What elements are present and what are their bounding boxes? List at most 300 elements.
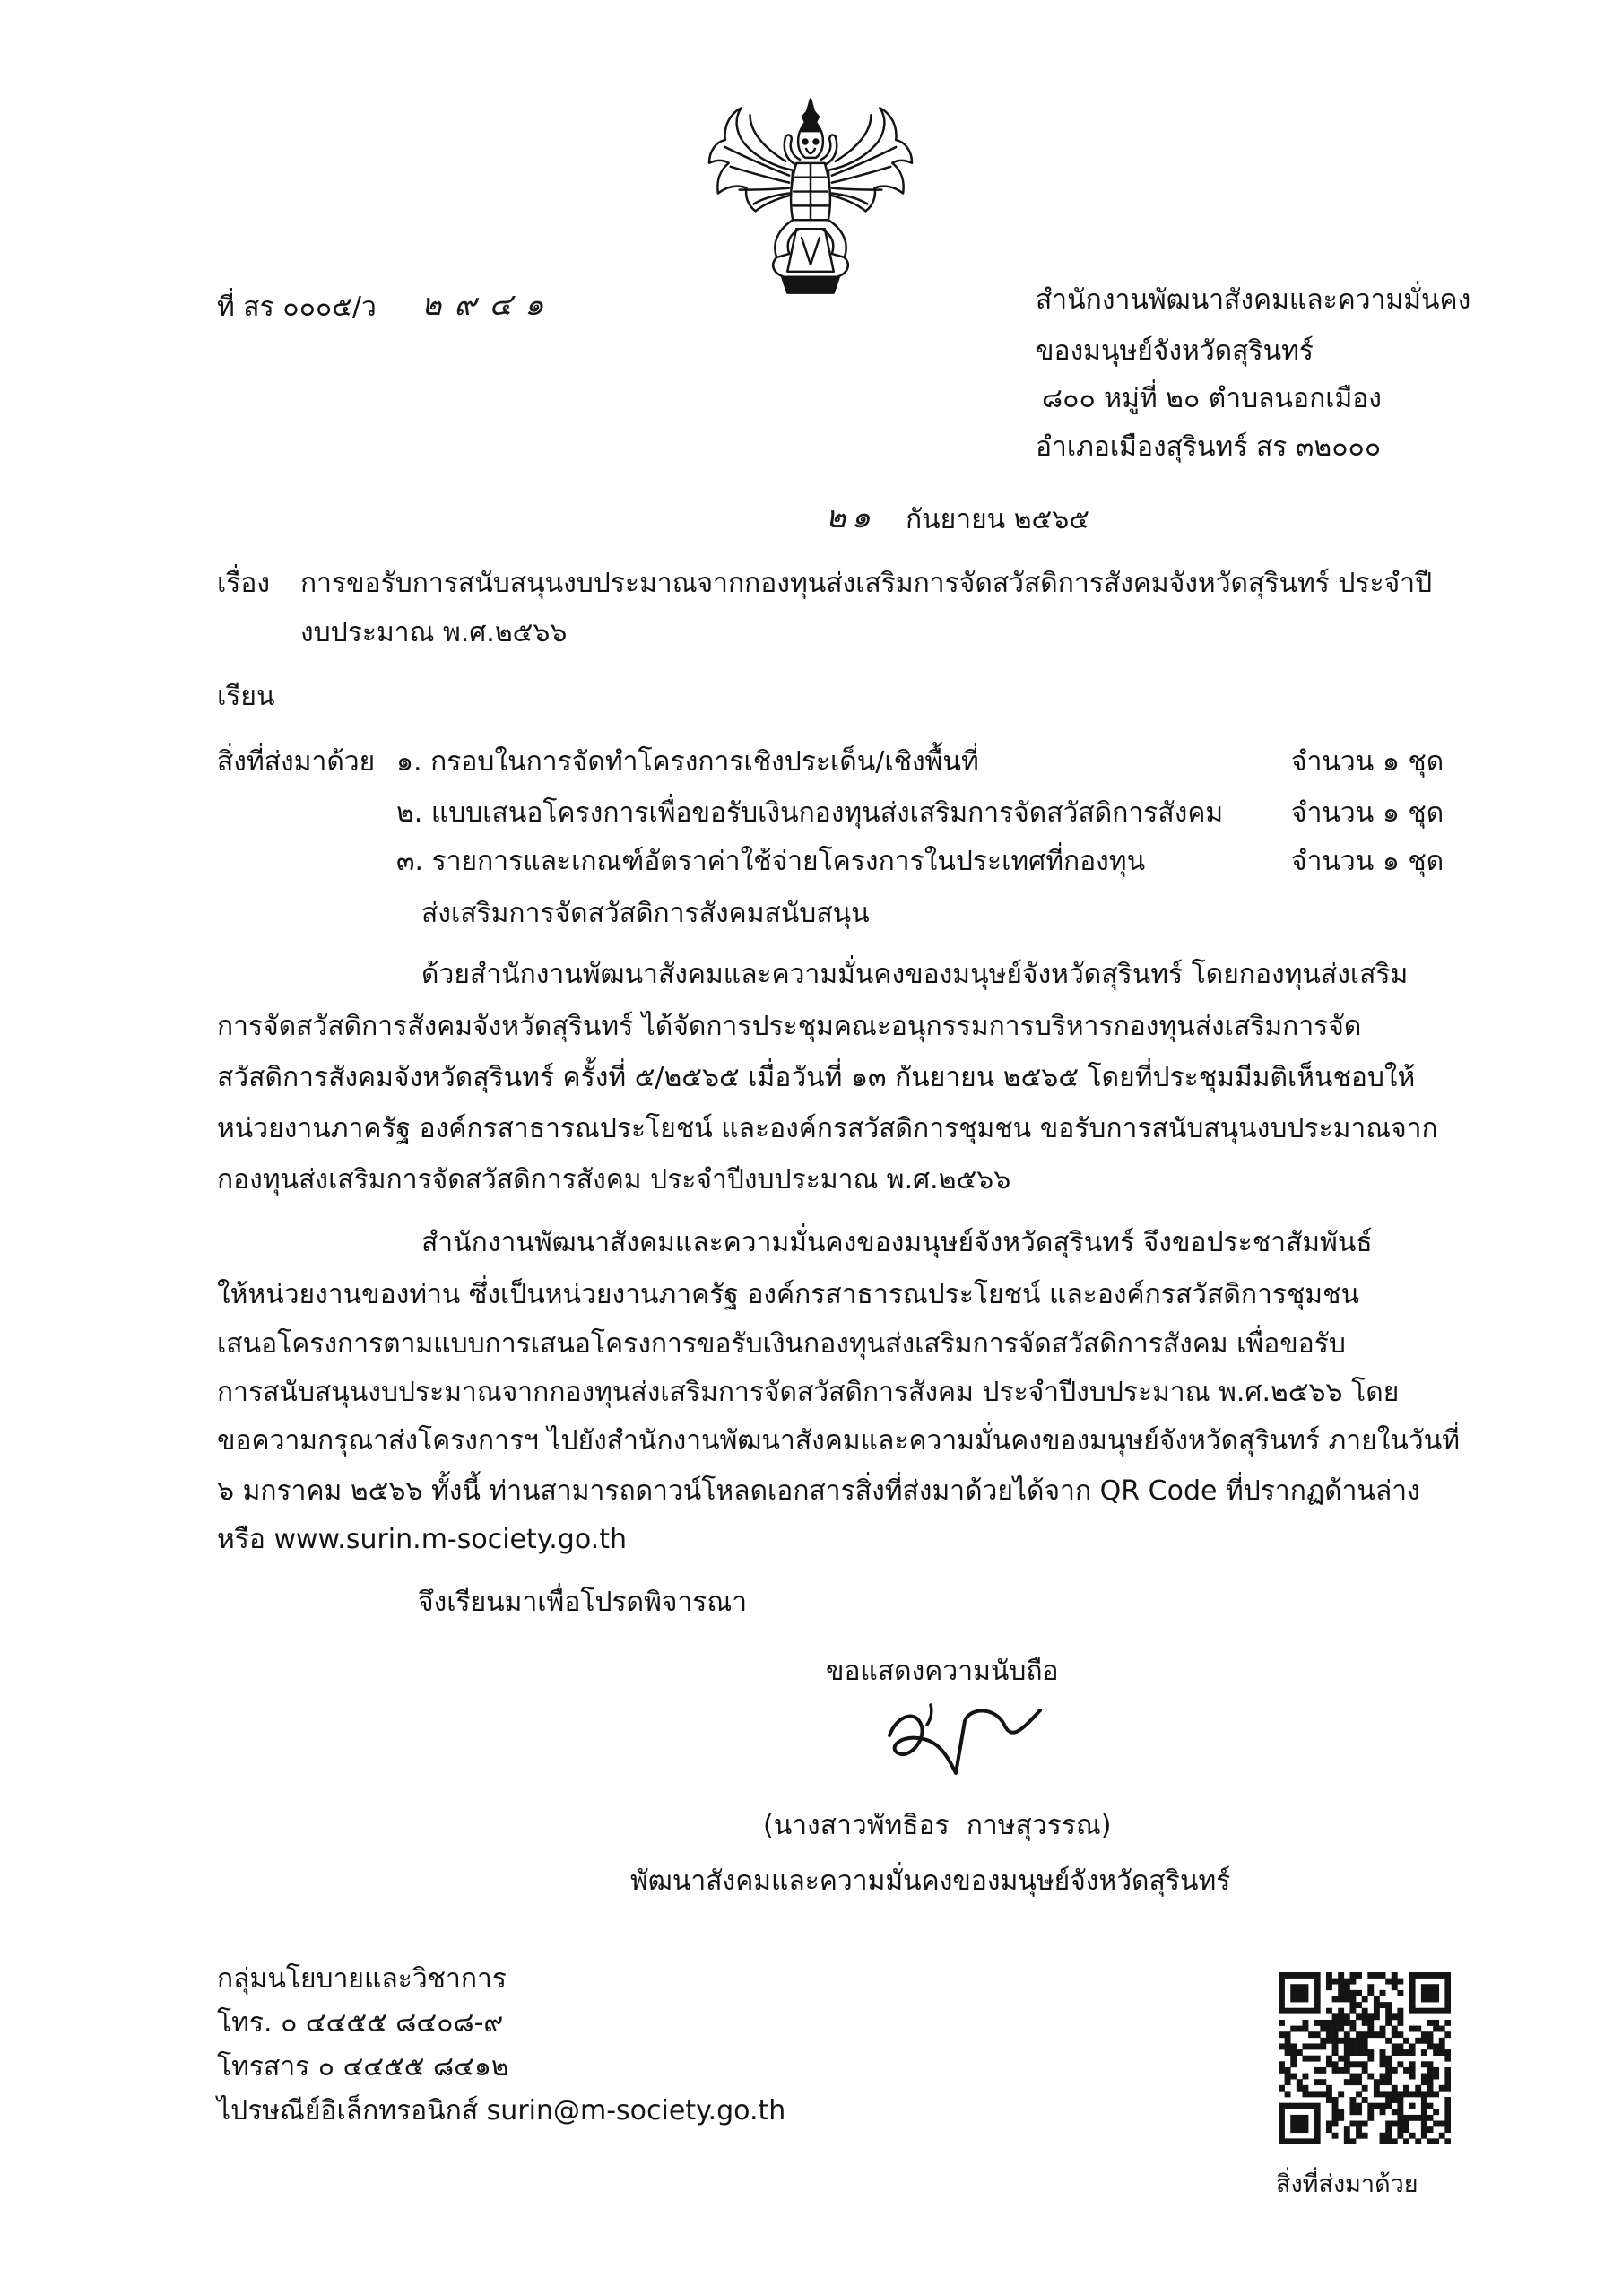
qr-module — [1439, 2085, 1445, 2092]
qr-module — [1427, 2138, 1434, 2144]
qr-module — [1444, 2067, 1451, 2074]
qr-module — [1421, 2115, 1427, 2121]
qr-module — [1433, 2121, 1439, 2127]
qr-module — [1392, 2043, 1398, 2049]
qr-module — [1279, 2020, 1285, 2026]
qr-module — [1367, 2074, 1374, 2080]
qr-module — [1415, 2026, 1421, 2032]
qr-code — [1279, 1972, 1451, 2144]
qr-module — [1397, 2013, 1403, 2020]
qr-module — [1314, 2109, 1321, 2115]
qr-module — [1415, 2115, 1421, 2121]
qr-module — [1362, 2038, 1368, 2044]
qr-module — [1409, 1972, 1416, 1979]
qr-module — [1302, 2020, 1308, 2026]
qr-module — [1326, 2020, 1332, 2026]
qr-module — [1444, 2049, 1451, 2056]
qr-module — [1356, 2109, 1362, 2115]
qr-module — [1285, 2138, 1291, 2144]
qr-module — [1433, 1990, 1439, 1996]
qr-module — [1279, 2103, 1285, 2109]
qr-module — [1320, 2043, 1326, 2049]
qr-module — [1285, 2103, 1291, 2109]
enclosure-text-continued: ส่งเสริมการจัดสวัสดิการสังคมสนับสนุน — [421, 898, 870, 929]
qr-module — [1427, 2061, 1434, 2067]
qr-module — [1374, 1996, 1380, 2002]
qr-module — [1356, 2002, 1362, 2008]
qr-module — [1427, 2079, 1434, 2085]
qr-module — [1285, 2074, 1291, 2080]
qr-module — [1433, 1996, 1439, 2002]
qr-module — [1344, 2133, 1350, 2139]
qr-module — [1332, 2031, 1339, 2038]
qr-module — [1385, 2126, 1392, 2133]
qr-module — [1427, 2085, 1434, 2092]
qr-module — [1349, 2038, 1356, 2044]
qr-module — [1409, 2067, 1416, 2074]
qr-module — [1397, 2091, 1403, 2097]
qr-module — [1332, 2133, 1339, 2139]
qr-module — [1415, 2091, 1421, 2097]
qr-module — [1314, 2020, 1321, 2026]
qr-module — [1392, 2013, 1398, 2020]
qr-module — [1374, 2002, 1380, 2008]
qr-module — [1397, 1990, 1403, 1996]
qr-module — [1297, 2115, 1303, 2121]
qr-module — [1279, 2138, 1285, 2144]
qr-module — [1385, 1979, 1392, 1985]
qr-module — [1332, 2109, 1339, 2115]
qr-module — [1380, 1972, 1386, 1979]
qr-module — [1356, 1972, 1362, 1979]
qr-module — [1320, 2091, 1326, 2097]
qr-module — [1444, 2079, 1451, 2085]
qr-module — [1403, 2049, 1409, 2056]
qr-module — [1427, 2126, 1434, 2133]
qr-module — [1444, 1972, 1451, 1979]
qr-module — [1403, 2115, 1409, 2121]
qr-module — [1326, 2031, 1332, 2038]
qr-module — [1338, 1979, 1344, 1985]
qr-module — [1279, 1984, 1285, 1990]
qr-module — [1409, 1990, 1416, 1996]
qr-module — [1326, 2026, 1332, 2032]
qr-module — [1332, 1979, 1339, 1985]
qr-module — [1385, 2008, 1392, 2014]
paragraph-line: การจัดสวัสดิการสังคมจังหวัดสุรินทร์ ได้จัดการประชุมคณะอนุกรรมการบริหารกองทุนส่งเสริมการจัด — [217, 1011, 1362, 1042]
qr-module — [1397, 2049, 1403, 2056]
regards-line: ขอแสดงความนับถือ — [826, 1656, 1059, 1687]
qr-module — [1409, 2061, 1416, 2067]
qr-module — [1326, 1972, 1332, 1979]
qr-module — [1433, 2074, 1439, 2080]
qr-module — [1314, 2121, 1321, 2127]
qr-module — [1356, 1990, 1362, 1996]
qr-module — [1439, 2008, 1445, 2014]
qr-module — [1344, 2067, 1350, 2074]
qr-module — [1403, 2067, 1409, 2074]
qr-module — [1338, 1972, 1344, 1979]
qr-module — [1415, 2085, 1421, 2092]
qr-module — [1427, 2031, 1434, 2038]
qr-module — [1403, 2121, 1409, 2127]
qr-module — [1427, 2043, 1434, 2049]
qr-module — [1290, 1996, 1297, 2002]
qr-module — [1439, 2121, 1445, 2127]
enclosure-quantity: จำนวน ๑ ชุด — [1291, 797, 1444, 829]
qr-module — [1344, 2043, 1350, 2049]
qr-module — [1314, 1984, 1321, 1990]
enclosure-quantity: จำนวน ๑ ชุด — [1291, 846, 1444, 877]
qr-module — [1344, 1984, 1350, 1990]
qr-module — [1314, 2133, 1321, 2139]
qr-module — [1338, 2056, 1344, 2062]
qr-module — [1338, 1996, 1344, 2002]
qr-module — [1421, 2038, 1427, 2044]
qr-module — [1326, 2085, 1332, 2092]
qr-module — [1338, 2109, 1344, 2115]
qr-module — [1433, 2138, 1439, 2144]
subject-line: การขอรับการสนับสนุนงบประมาณจากกองทุนส่งเสริมการจัดสวัสดิการสังคมจังหวัดสุรินทร์ ประจำปี — [300, 568, 1433, 599]
qr-module — [1344, 2056, 1350, 2062]
qr-module — [1427, 2067, 1434, 2074]
qr-module — [1302, 2126, 1308, 2133]
qr-module — [1409, 1984, 1416, 1990]
qr-module — [1427, 2103, 1434, 2109]
qr-module — [1338, 2020, 1344, 2026]
qr-module — [1444, 2121, 1451, 2127]
qr-module — [1279, 2043, 1285, 2049]
qr-module — [1356, 2049, 1362, 2056]
enclosure-number: ๑. — [396, 746, 422, 778]
qr-module — [1362, 2121, 1368, 2127]
qr-module — [1421, 2049, 1427, 2056]
qr-module — [1326, 2008, 1332, 2014]
qr-module — [1444, 2008, 1451, 2014]
qr-module — [1297, 1972, 1303, 1979]
qr-module — [1362, 2085, 1368, 2092]
paragraph-line: หรือ www.surin.m-society.go.th — [217, 1524, 627, 1555]
qr-module — [1356, 2121, 1362, 2127]
signatory-name: (นางสาวพัทธิอร กาษสุวรรณ) — [763, 1810, 1112, 1841]
qr-module — [1380, 2056, 1386, 2062]
qr-module — [1356, 2091, 1362, 2097]
signature — [877, 1700, 1047, 1785]
qr-module — [1397, 2043, 1403, 2049]
qr-module — [1338, 2026, 1344, 2032]
qr-module — [1297, 2121, 1303, 2127]
qr-module — [1349, 2138, 1356, 2144]
qr-module — [1297, 1996, 1303, 2002]
qr-module — [1344, 1979, 1350, 1985]
qr-module — [1285, 2038, 1291, 2044]
qr-module — [1385, 2038, 1392, 2044]
qr-module — [1302, 1996, 1308, 2002]
qr-module — [1302, 2085, 1308, 2092]
qr-module — [1367, 2056, 1374, 2062]
qr-module — [1338, 2091, 1344, 2097]
qr-module — [1380, 2091, 1386, 2097]
qr-module — [1385, 2067, 1392, 2074]
qr-module — [1285, 1972, 1291, 1979]
qr-module — [1421, 2121, 1427, 2127]
qr-module — [1356, 2031, 1362, 2038]
qr-module — [1308, 2091, 1314, 2097]
qr-module — [1326, 2091, 1332, 2097]
date-month-year: กันยายน ๒๕๖๕ — [906, 504, 1089, 535]
qr-module — [1279, 1990, 1285, 1996]
qr-module — [1290, 2126, 1297, 2133]
qr-module — [1326, 1979, 1332, 1985]
qr-module — [1380, 2002, 1386, 2008]
qr-module — [1367, 1972, 1374, 1979]
qr-module — [1392, 2026, 1398, 2032]
qr-module — [1297, 2103, 1303, 2109]
qr-module — [1421, 2103, 1427, 2109]
qr-module — [1308, 2008, 1314, 2014]
qr-module — [1444, 1984, 1451, 1990]
qr-module — [1392, 2085, 1398, 2092]
qr-module — [1356, 2013, 1362, 2020]
sender-address-line: อำเภอเมืองสุรินทร์ สร ๓๒๐๐๐ — [1036, 431, 1382, 463]
qr-module — [1362, 2067, 1368, 2074]
qr-module — [1444, 1979, 1451, 1985]
qr-module — [1392, 2049, 1398, 2056]
qr-module — [1332, 2043, 1339, 2049]
qr-module — [1444, 2097, 1451, 2103]
qr-module — [1349, 2121, 1356, 2127]
qr-module — [1279, 2109, 1285, 2115]
qr-module — [1385, 2056, 1392, 2062]
qr-module — [1349, 2002, 1356, 2008]
qr-module — [1374, 2013, 1380, 2020]
qr-module — [1290, 2121, 1297, 2127]
qr-module — [1338, 1990, 1344, 1996]
qr-module — [1356, 2103, 1362, 2109]
qr-module — [1314, 2002, 1321, 2008]
qr-module — [1427, 1972, 1434, 1979]
qr-module — [1285, 2091, 1291, 2097]
qr-module — [1344, 1990, 1350, 1996]
qr-module — [1314, 2103, 1321, 2109]
qr-module — [1415, 2008, 1421, 2014]
qr-module — [1297, 1984, 1303, 1990]
qr-module — [1409, 1996, 1416, 2002]
qr-module — [1385, 2121, 1392, 2127]
contact-fax: โทรสาร ๐ ๔๔๕๕ ๘๔๑๒ — [217, 2051, 509, 2083]
reference-number-handwritten: ๒๙๔๑ — [421, 287, 557, 323]
date-day-handwritten: ๒๑ — [826, 500, 876, 535]
qr-module — [1421, 2109, 1427, 2115]
qr-module — [1362, 2049, 1368, 2056]
qr-module — [1349, 2043, 1356, 2049]
qr-module — [1302, 2008, 1308, 2014]
enclosure-quantity: จำนวน ๑ ชุด — [1291, 746, 1444, 778]
qr-module — [1439, 2026, 1445, 2032]
enclosure-text: กรอบในการจัดทำโครงการเชิงประเด็น/เชิงพื้นที่ — [430, 746, 979, 778]
contact-email: ไปรษณีย์อิเล็กทรอนิกส์ surin@m-society.go.th — [217, 2095, 786, 2126]
qr-module — [1380, 2074, 1386, 2080]
qr-module — [1297, 2126, 1303, 2133]
qr-module — [1421, 1984, 1427, 1990]
qr-module — [1349, 2049, 1356, 2056]
qr-module — [1349, 2097, 1356, 2103]
qr-module — [1302, 2043, 1308, 2049]
qr-module — [1444, 2138, 1451, 2144]
qr-module — [1349, 1979, 1356, 1985]
qr-module — [1444, 2031, 1451, 2038]
qr-module — [1290, 2061, 1297, 2067]
qr-module — [1427, 2038, 1434, 2044]
qr-module — [1338, 1984, 1344, 1990]
qr-module — [1332, 2097, 1339, 2103]
qr-module — [1374, 2079, 1380, 2085]
qr-module — [1285, 2049, 1291, 2056]
qr-module — [1380, 2079, 1386, 2085]
qr-module — [1290, 2074, 1297, 2080]
qr-module — [1409, 2091, 1416, 2097]
qr-module — [1367, 2109, 1374, 2115]
qr-module — [1314, 2043, 1321, 2049]
qr-module — [1380, 2133, 1386, 2139]
qr-module — [1392, 1972, 1398, 1979]
qr-module — [1367, 1990, 1374, 1996]
qr-module — [1279, 2002, 1285, 2008]
qr-module — [1392, 2031, 1398, 2038]
qr-module — [1427, 1984, 1434, 1990]
qr-module — [1415, 2038, 1421, 2044]
qr-module — [1356, 2061, 1362, 2067]
qr-module — [1279, 2121, 1285, 2127]
qr-module — [1380, 2049, 1386, 2056]
qr-module — [1433, 2049, 1439, 2056]
qr-module — [1326, 2097, 1332, 2103]
qr-module — [1433, 2067, 1439, 2074]
qr-module — [1439, 2133, 1445, 2139]
subject-label: เรื่อง — [217, 568, 271, 599]
qr-module — [1367, 2026, 1374, 2032]
qr-module — [1392, 2138, 1398, 2144]
paragraph-line: การสนับสนุนงบประมาณจากกองทุนส่งเสริมการจัดสวัสดิการสังคม ประจำปีงบประมาณ พ.ศ.๒๕๖๖ โดย — [217, 1377, 1400, 1408]
qr-module — [1349, 2008, 1356, 2014]
sender-address-line: ๘๐๐ หมู่ที่ ๒๐ ตำบลนอกเมือง — [1042, 383, 1382, 414]
qr-module — [1374, 2031, 1380, 2038]
salutation: เรียน — [217, 681, 275, 712]
qr-module — [1385, 2138, 1392, 2144]
qr-module — [1385, 2097, 1392, 2103]
qr-module — [1362, 1996, 1368, 2002]
qr-module — [1285, 2031, 1291, 2038]
qr-module — [1367, 1984, 1374, 1990]
qr-module — [1433, 2026, 1439, 2032]
qr-module — [1279, 1979, 1285, 1985]
qr-module — [1332, 1996, 1339, 2002]
qr-module — [1285, 2079, 1291, 2085]
qr-module — [1349, 2079, 1356, 2085]
qr-module — [1374, 2008, 1380, 2014]
qr-module — [1302, 2121, 1308, 2127]
subject-line: งบประมาณ พ.ศ.๒๕๖๖ — [300, 617, 568, 648]
qr-module — [1332, 2067, 1339, 2074]
qr-module — [1308, 2056, 1314, 2062]
qr-module — [1392, 2097, 1398, 2103]
qr-module — [1444, 2085, 1451, 2092]
qr-module — [1302, 2138, 1308, 2144]
qr-module — [1374, 2091, 1380, 2097]
qr-module — [1433, 1984, 1439, 1990]
qr-module — [1433, 2109, 1439, 2115]
qr-module — [1279, 2133, 1285, 2139]
qr-module — [1385, 2013, 1392, 2020]
qr-module — [1397, 2061, 1403, 2067]
qr-module — [1290, 1972, 1297, 1979]
qr-module — [1444, 2056, 1451, 2062]
qr-module — [1332, 2013, 1339, 2020]
qr-module — [1302, 1984, 1308, 1990]
qr-module — [1302, 2056, 1308, 2062]
enclosure-text: รายการและเกณฑ์อัตราค่าใช้จ่ายโครงการในประเทศที่กองทุน — [431, 846, 1146, 877]
qr-module — [1409, 2002, 1416, 2008]
qr-module — [1439, 2038, 1445, 2044]
qr-module — [1367, 2031, 1374, 2038]
qr-module — [1314, 2126, 1321, 2133]
qr-module — [1332, 2121, 1339, 2127]
qr-module — [1314, 1990, 1321, 1996]
qr-module — [1380, 2109, 1386, 2115]
qr-module — [1421, 2126, 1427, 2133]
sender-address-line: ของมนุษย์จังหวัดสุรินทร์ — [1036, 335, 1314, 367]
qr-module — [1332, 2038, 1339, 2044]
qr-module — [1308, 1972, 1314, 1979]
qr-module — [1385, 2061, 1392, 2067]
closing-line: จึงเรียนมาเพื่อโปรดพิจารณา — [418, 1587, 748, 1618]
paragraph-line: เสนอโครงการตามแบบการเสนอโครงการขอรับเงินกองทุนส่งเสริมการจัดสวัสดิการสังคม เพื่อขอรับ — [217, 1328, 1346, 1360]
contact-tel: โทร. ๐ ๔๔๕๕ ๘๔๐๘-๙ — [217, 2007, 504, 2039]
qr-module — [1297, 2085, 1303, 2092]
qr-module — [1421, 1990, 1427, 1996]
qr-module — [1380, 2026, 1386, 2032]
qr-module — [1421, 2091, 1427, 2097]
qr-module — [1427, 2115, 1434, 2121]
qr-caption: สิ่งที่ส่งมาด้วย — [1276, 2170, 1418, 2198]
qr-module — [1297, 2138, 1303, 2144]
qr-module — [1362, 2020, 1368, 2026]
qr-module — [1433, 1972, 1439, 1979]
qr-module — [1314, 2079, 1321, 2085]
qr-module — [1380, 2031, 1386, 2038]
qr-module — [1444, 2126, 1451, 2133]
qr-module — [1421, 2097, 1427, 2103]
qr-module — [1344, 2031, 1350, 2038]
qr-module — [1356, 2043, 1362, 2049]
qr-module — [1385, 2133, 1392, 2139]
paragraph-line: กองทุนส่งเสริมการจัดสวัสดิการสังคม ประจำปีงบประมาณ พ.ศ.๒๕๖๖ — [217, 1164, 1011, 1196]
qr-module — [1415, 2138, 1421, 2144]
qr-module — [1397, 2008, 1403, 2014]
qr-module — [1285, 2043, 1291, 2049]
qr-module — [1314, 1996, 1321, 2002]
paragraph-line: ๖ มกราคม ๒๕๖๖ ทั้งนี้ ท่านสามารถดาวน์โหลดเอกสารสิ่งที่ส่งมาด้วยได้จาก QR Code ที่ปรากฏด้านล่าง — [217, 1475, 1420, 1507]
qr-module — [1349, 2103, 1356, 2109]
paragraph-line: สวัสดิการสังคมจังหวัดสุรินทร์ ครั้งที่ ๕/๒๕๖๕ เมื่อวันที่ ๑๓ กันยายน ๒๕๖๕ โดยที่ประชุมมีมติเห็นชอบให้ — [217, 1062, 1416, 1093]
qr-module — [1326, 2126, 1332, 2133]
qr-module — [1385, 2002, 1392, 2008]
reference-prefix: ที่ สร ๐๐๐๕/ว — [217, 291, 377, 323]
qr-module — [1421, 2074, 1427, 2080]
qr-module — [1367, 2103, 1374, 2109]
qr-module — [1338, 2067, 1344, 2074]
enclosures-label: สิ่งที่ส่งมาด้วย — [217, 746, 376, 778]
